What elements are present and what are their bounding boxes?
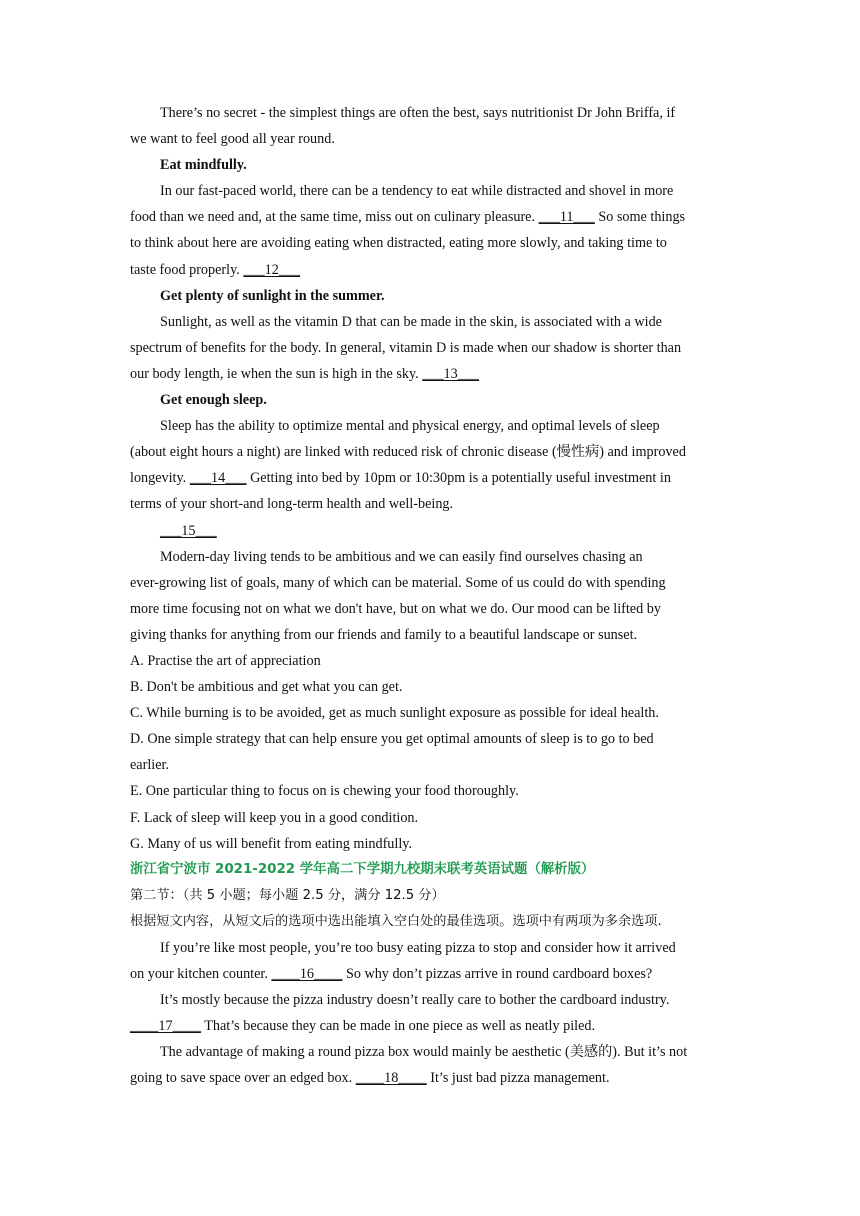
paragraph-line: giving thanks for anything from our friends and family to a beautiful landscape or sunset. — [130, 626, 638, 643]
paragraph-line: If you’re like most people, you’re too busy eating pizza to stop and consider how it arrived — [160, 940, 676, 956]
section-heading: Get enough sleep. — [160, 392, 267, 409]
paragraph-line: ____17____ That’s because they can be made in one piece as well as neatly piled. — [130, 1018, 596, 1035]
paragraph-line: food than we need and, at the same time, miss out on culinary pleasure. ___11___ So some things — [130, 209, 686, 226]
section-label: 第二节：（共 5 小题；每小题 2.5 分，满分 12.5 分） — [130, 887, 445, 903]
answer-blank-14: ___14___ — [189, 470, 247, 487]
option-d-continued: earlier. — [130, 757, 169, 774]
paragraph-line: on your kitchen counter. ____16____ So why don’t pizzas arrive in round cardboard boxes? — [130, 966, 653, 983]
option-d: D. One simple strategy that can help ensure you get optimal amounts of sleep is to go to bed — [130, 731, 654, 748]
paragraph-line: going to save space over an edged box. ____18____ It’s just bad pizza management. — [130, 1070, 610, 1087]
paragraph-line: taste food properly. ___12___ — [130, 261, 301, 278]
option-b: B. Don't be ambitious and get what you can get. — [130, 679, 403, 696]
paragraph-line: There’s no secret - the simplest things are often the best, says nutritionist Dr John Briffa, if — [160, 105, 676, 121]
paragraph-line: Sunlight, as well as the vitamin D that can be made in the skin, is associated with a wide — [160, 313, 662, 330]
answer-blank-15: ___15___ — [160, 522, 217, 539]
paragraph-line: In our fast-paced world, there can be a tendency to eat while distracted and shovel in more — [160, 183, 674, 200]
source-title: 浙江省宁波市 2021-2022 学年高二下学期九校期末联考英语试题（解析版） — [130, 861, 595, 877]
paragraph-line: we want to feel good all year round. — [130, 131, 335, 148]
answer-blank-11: ___11___ — [538, 209, 595, 226]
answer-blank-16: ____16____ — [271, 966, 343, 983]
answer-blank-18: ____18____ — [355, 1070, 427, 1087]
answer-blank-12: ___12___ — [243, 261, 301, 278]
paragraph-line: more time focusing not on what we don't have, but on what we do. Our mood can be lifted by — [130, 600, 661, 617]
option-e: E. One particular thing to focus on is chewing your food thoroughly. — [130, 783, 519, 800]
section-heading: Get plenty of sunlight in the summer. — [160, 287, 385, 304]
paragraph-line: Modern-day living tends to be ambitious and we can easily find ourselves chasing an — [160, 548, 643, 565]
paragraph-line: longevity. ___14___ Getting into bed by 10pm or 10:30pm is a potentially useful investment in — [130, 470, 671, 487]
answer-blank-13: ___13___ — [422, 365, 480, 382]
paragraph-line: spectrum of benefits for the body. In general, vitamin D is made when our shadow is shorter than — [130, 339, 682, 356]
paragraph-line: (about eight hours a night) are linked with reduced risk of chronic disease (慢性病) and improved — [130, 444, 686, 461]
paragraph-line: The advantage of making a round pizza box would mainly be aesthetic (美感的). But it’s not — [160, 1044, 688, 1061]
paragraph-line: ever-growing list of goals, many of which can be material. Some of us could do with spending — [130, 574, 666, 591]
paragraph-line: our body length, ie when the sun is high in the sky. ___13___ — [130, 365, 480, 382]
option-a: A. Practise the art of appreciation — [130, 652, 321, 669]
paragraph-line: terms of your short-and long-term health and well-being. — [130, 496, 454, 513]
instruction: 根据短文内容，从短文后的选项中选出能填入空白处的最佳选项。选项中有两项为多余选项. — [130, 913, 662, 929]
paragraph-line — [130, 518, 730, 544]
option-g: G. Many of us will benefit from eating mindfully. — [130, 835, 412, 852]
document-page — [130, 100, 730, 1092]
paragraph-line: to think about here are avoiding eating when distracted, eating more slowly, and taking time to — [130, 235, 667, 252]
option-f: F. Lack of sleep will keep you in a good condition. — [130, 809, 419, 826]
answer-blank-17: ____17____ — [130, 1018, 201, 1035]
paragraph-line: It’s mostly because the pizza industry doesn’t really care to bother the cardboard industry. — [160, 992, 670, 1009]
paragraph-line: Sleep has the ability to optimize mental and physical energy, and optimal levels of sleep — [160, 418, 660, 435]
option-c: C. While burning is to be avoided, get as much sunlight exposure as possible for ideal health. — [130, 705, 659, 722]
section-heading: Eat mindfully. — [160, 157, 247, 174]
